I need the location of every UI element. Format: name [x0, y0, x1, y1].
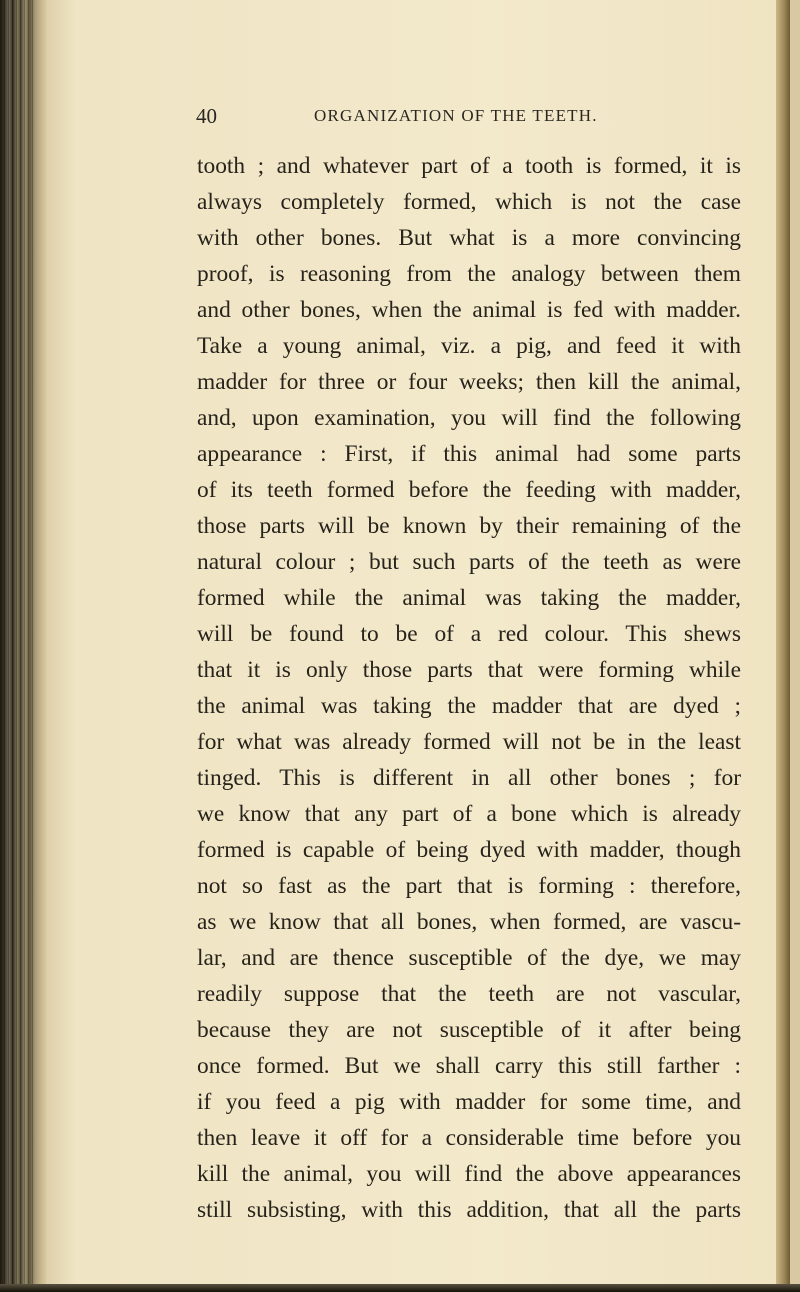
text-line: the animal was taking the madder that are dyed ; — [197, 693, 741, 719]
text-line: if you feed a pig with madder for some time, and — [197, 1089, 741, 1115]
text-line: once formed. But we shall carry this still farther : — [197, 1053, 741, 1079]
text-line: madder for three or four weeks; then kill the animal, — [197, 369, 741, 395]
text-line: then leave it off for a considerable time before you — [197, 1125, 741, 1151]
text-line: and other bones, when the animal is fed with madder. — [197, 297, 741, 323]
text-line: for what was already formed will not be in the least — [197, 729, 741, 755]
text-line: as we know that all bones, when formed, are vascu- — [197, 909, 741, 935]
text-line: appearance : First, if this animal had some parts — [197, 441, 741, 467]
text-line: still subsisting, with this addition, that all the parts — [197, 1197, 741, 1223]
text-line: Take a young animal, viz. a pig, and feed it with — [197, 333, 741, 359]
running-head — [196, 104, 636, 130]
bottom-shadow — [0, 1284, 800, 1292]
text-line: readily suppose that the teeth are not vascular, — [197, 981, 741, 1007]
text-line: that it is only those parts that were forming while — [197, 657, 741, 683]
text-line: lar, and are thence susceptible of the dye, we may — [197, 945, 741, 971]
text-line: formed is capable of being dyed with madder, though — [197, 837, 741, 863]
page-number: 40 — [196, 104, 217, 128]
text-line: not so fast as the part that is forming : therefore, — [197, 873, 741, 899]
text-line: will be found to be of a red colour. This shews — [197, 621, 741, 647]
text-line: tinged. This is different in all other bones ; for — [197, 765, 741, 791]
text-line: and, upon examination, you will find the following — [197, 405, 741, 431]
page-edge — [776, 0, 790, 1292]
text-line: we know that any part of a bone which is already — [197, 801, 741, 827]
text-line: with other bones. But what is a more convincing — [197, 225, 741, 251]
text-line: those parts will be known by their remaining of the — [197, 513, 741, 539]
text-line: formed while the animal was taking the madder, — [197, 585, 741, 611]
text-line: tooth ; and whatever part of a tooth is formed, it is — [197, 153, 741, 179]
binding-texture — [4, 0, 34, 1292]
text-line: kill the animal, you will find the above appearances — [197, 1161, 741, 1187]
body-text — [197, 148, 741, 1228]
text-line: of its teeth formed before the feeding with madder, — [197, 477, 741, 503]
text-line: always completely formed, which is not the case — [197, 189, 741, 215]
running-title: ORGANIZATION OF THE TEETH. — [314, 106, 598, 125]
text-line: because they are not susceptible of it after being — [197, 1017, 741, 1043]
text-line: natural colour ; but such parts of the teeth as were — [197, 549, 741, 575]
text-line: proof, is reasoning from the analogy between them — [197, 261, 741, 287]
